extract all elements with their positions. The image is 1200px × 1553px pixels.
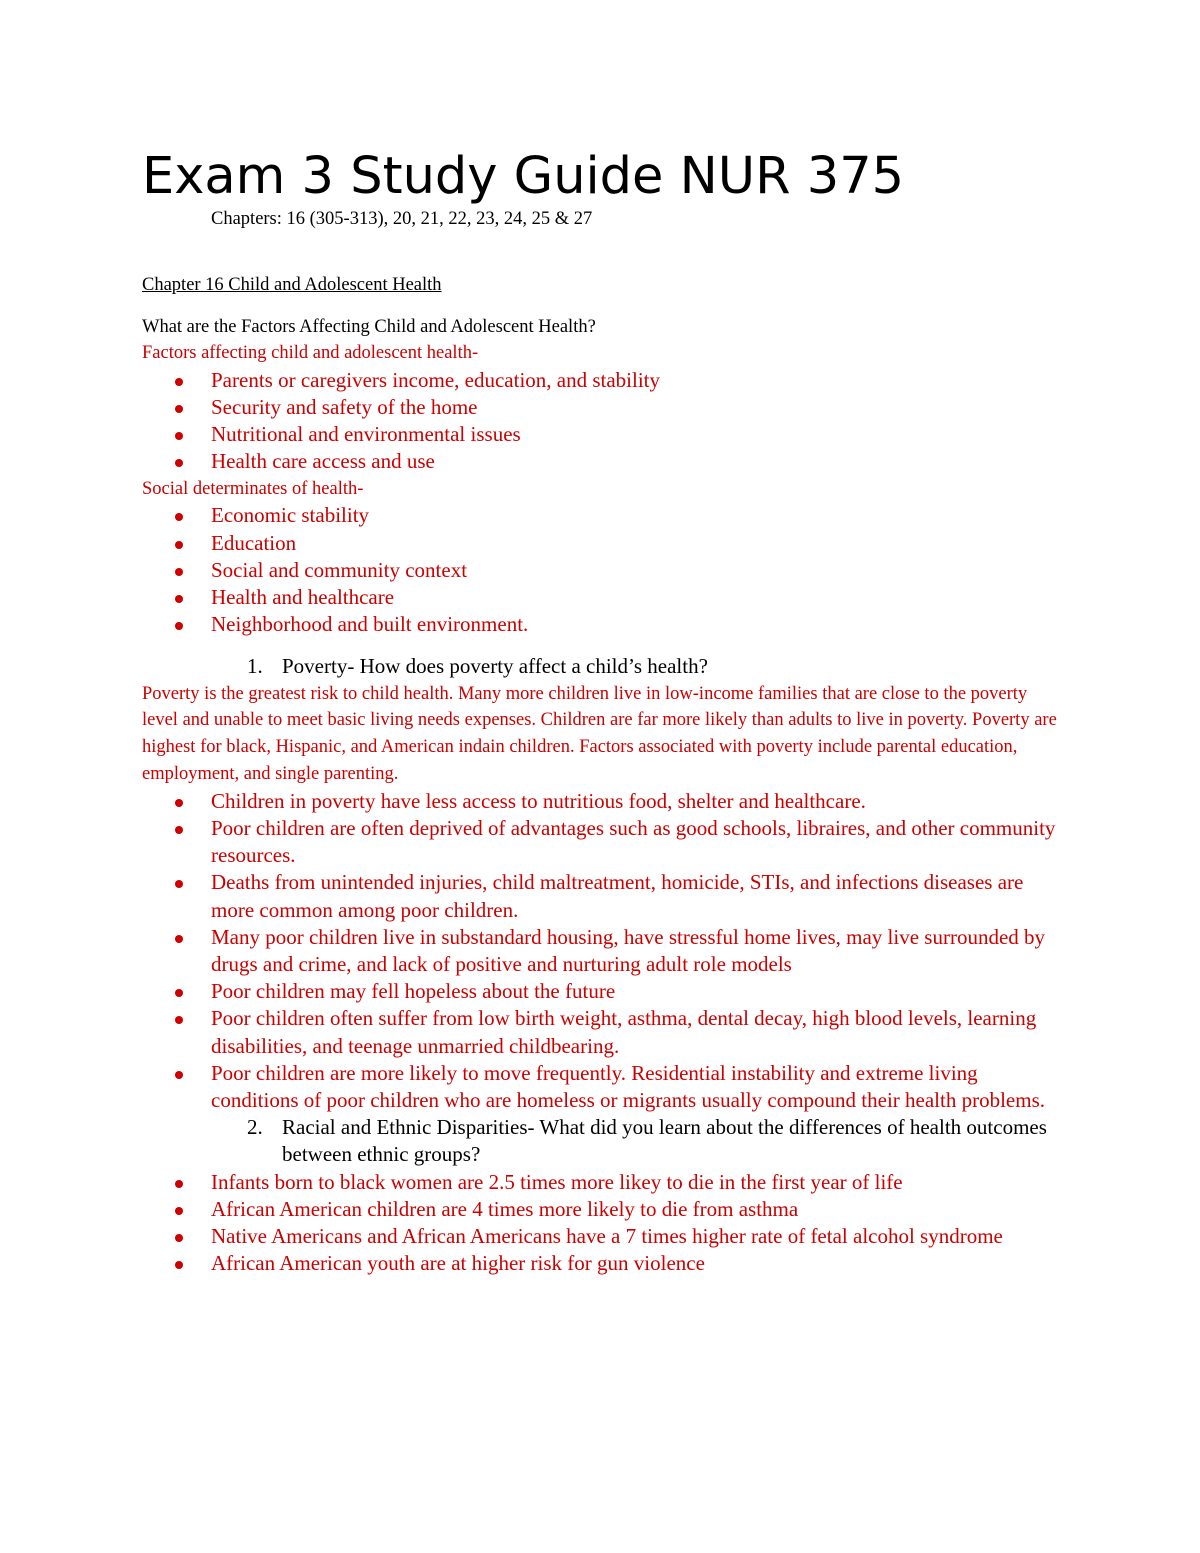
bullet-icon (175, 1071, 183, 1079)
bullet-icon (175, 1180, 183, 1188)
social-determinants-label: Social determinates of health- (142, 478, 364, 499)
bullet-icon (175, 1016, 183, 1024)
list-item-text: Poor children often suffer from low birth weight, asthma, dental decay, high blood levels, learning disabilities, and teenage unmarried childbearing. (211, 1006, 1037, 1058)
question-intro: What are the Factors Affecting Child and Adolescent Health? (142, 317, 596, 337)
bullet-icon (175, 595, 183, 603)
list-item (142, 869, 1062, 923)
question-disparities (142, 1114, 1062, 1168)
bullet-icon (175, 880, 183, 888)
list-item (142, 448, 1062, 475)
list-item-text: Economic stability (211, 503, 370, 528)
list-item (142, 1223, 1062, 1250)
bullet-icon (175, 459, 183, 467)
list-item-text: Poor children are often deprived of advantages such as good schools, libraires, and other community resources. (211, 816, 1056, 868)
list-item (142, 584, 1062, 611)
bullet-icon (175, 541, 183, 549)
bullet-icon (175, 1261, 183, 1269)
chapters-line: Chapters: 16 (305-313), 20, 21, 22, 23, 24, 25 & 27 (211, 209, 593, 229)
list-item (142, 611, 1062, 638)
question-number: 1. (247, 654, 263, 679)
disparity-points-list (142, 1169, 1062, 1278)
bullet-icon (175, 513, 183, 521)
list-item (142, 502, 1062, 529)
list-item-text: Poor children are more likely to move frequently. Residential instability and extreme living conditions of poor children who are homeless or migrants usually compound their health problems. (211, 1060, 1045, 1113)
bullet-icon (175, 405, 183, 413)
list-item-text: Deaths from unintended injuries, child maltreatment, homicide, STIs, and infections diseases are more common among poor children. (211, 870, 1024, 922)
list-item (142, 788, 1062, 815)
list-item-text: Education (211, 530, 297, 555)
list-item (142, 367, 1062, 394)
question-text: Racial and Ethnic Disparities- What did you learn about the differences of health outcomes between ethnic groups? (282, 1115, 1047, 1167)
list-item-text: Security and safety of the home (211, 395, 478, 419)
bullet-icon (175, 1207, 183, 1215)
list-item (142, 924, 1062, 978)
list-item-text: Poor children may fell hopeless about the future (211, 979, 616, 1004)
bullet-icon (175, 935, 183, 943)
social-determinants-list (142, 502, 1062, 638)
bullet-icon (175, 826, 183, 834)
list-item (142, 815, 1062, 869)
section-heading: Chapter 16 Child and Adolescent Health (142, 275, 442, 295)
list-item-text: Health care access and use (211, 449, 435, 474)
list-item-text: Children in poverty have less access to nutritious food, shelter and healthcare. (211, 788, 866, 813)
poverty-paragraph: Poverty is the greatest risk to child health. Many more children live in low-income families that are close to the poverty level and unable to meet basic living needs expenses. Children are far more likely than adults to live in poverty. Poverty are highest for black, Hispanic, and American indain children. Factors associated with poverty include parental education, employment, and single parenting. (142, 683, 1057, 785)
list-item-text: Social and community context (211, 557, 468, 582)
list-item (142, 1169, 1062, 1196)
list-item (142, 1005, 1062, 1059)
list-item (142, 394, 1062, 421)
bullet-icon (175, 1234, 183, 1242)
document-body (142, 340, 1062, 1277)
bullet-icon (175, 568, 183, 576)
list-item-text: Infants born to black women are 2.5 times more likey to die in the first year of life (211, 1169, 903, 1194)
list-item (142, 557, 1062, 584)
bullet-icon (175, 378, 183, 386)
list-item-text: Parents or caregivers income, education, and stability (211, 367, 661, 392)
list-item-text: African American youth are at higher risk for gun violence (211, 1251, 705, 1276)
bullet-icon (175, 432, 183, 440)
list-item-text: African American children are 4 times more likely to die from asthma (211, 1196, 799, 1221)
factors-label: Factors affecting child and adolescent health- (142, 343, 479, 363)
question-text: Poverty- How does poverty affect a child’s health? (282, 654, 708, 679)
bullet-icon (175, 989, 183, 997)
list-item (142, 978, 1062, 1005)
question-poverty (142, 653, 1062, 680)
list-item (142, 1060, 1062, 1114)
list-item-text: Nutritional and environmental issues (211, 422, 521, 447)
bullet-icon (175, 622, 183, 630)
list-item (142, 1250, 1062, 1277)
poverty-points-list (142, 788, 1062, 1114)
document-title: Exam 3 Study Guide NUR 375 (142, 147, 905, 206)
list-item (142, 530, 1062, 557)
list-item (142, 421, 1062, 448)
question-number: 2. (247, 1115, 263, 1140)
list-item-text: Neighborhood and built environment. (211, 612, 529, 637)
list-item-text: Many poor children live in substandard housing, have stressful home lives, may live surrounded by drugs and crime, and lack of positive and nurturing adult role models (211, 924, 1046, 977)
list-item-text: Health and healthcare (211, 585, 395, 610)
bullet-icon (175, 799, 183, 807)
list-item (142, 1196, 1062, 1223)
list-item-text: Native Americans and African Americans have a 7 times higher rate of fetal alcohol syndrome (211, 1224, 1003, 1249)
factors-list (142, 367, 1062, 476)
